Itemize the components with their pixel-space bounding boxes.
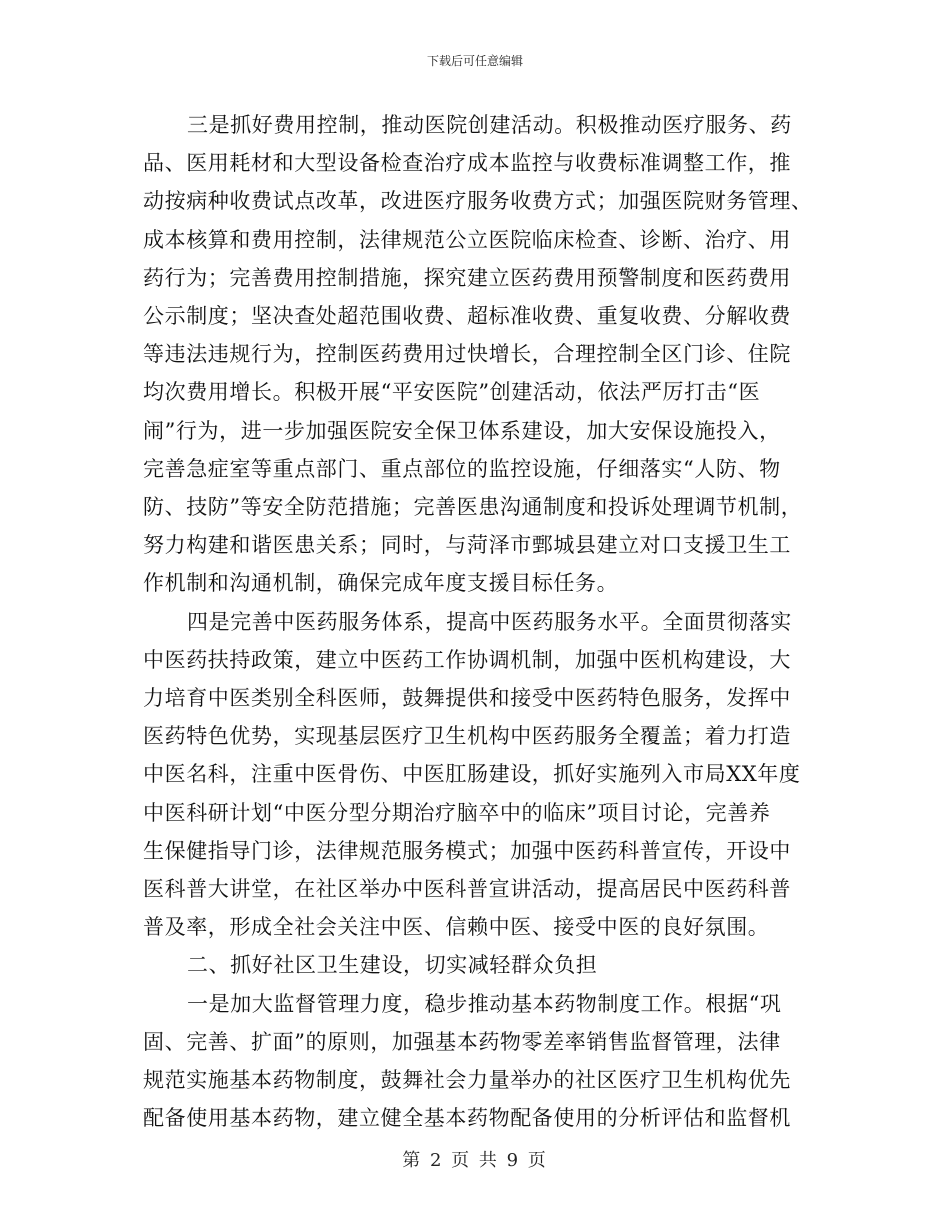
current-page-number: 2 [429,1150,444,1171]
section-heading-text: 二、抓好社区卫生建设，切实减轻群众负担 [187,953,598,978]
text-line: 规范实施基本药物制度，鼓舞社会力量举办的社区医疗卫生机构优先 [143,1068,791,1093]
text-line: 品、医用耗材和大型设备检查治疗成本监控与收费标准调整工作，推 [143,151,791,176]
text-line: 一是加大监督管理力度，稳步推动基本药物制度工作。根据“巩 [187,991,782,1016]
text-line: 力培育中医类别全科医师，鼓舞提供和接受中医药特色服务，发挥中 [143,686,791,711]
footer-suffix: 页 [527,1150,548,1171]
document-body [143,106,813,1137]
paragraph [143,106,813,603]
text-line: 动按病种收费试点改革，改进医疗服务收费方式；加强医院财务管理、 [143,189,813,214]
paragraph [143,603,808,947]
text-line: 普及率，形成全社会关注中医、信赖中医、接受中医的良好氛围。 [143,915,770,940]
text-line: 中医名科，注重中医骨伤、中医肛肠建设，抓好实施列入市局XX年度 [143,762,801,787]
text-line: 防、技防”等安全防范措施；完善医患沟通制度和投诉处理调节机制， [143,495,803,520]
text-line: 配备使用基本药物，建立健全基本药物配备使用的分析评估和监督机 [143,1106,791,1131]
text-line: 作机制和沟通机制，确保完成年度支援目标任务。 [143,571,619,596]
text-line: 四是完善中医药服务体系，提高中医药服务水平。全面贯彻落实 [187,609,792,634]
footer-prefix: 第 [402,1150,423,1171]
paragraph [143,985,808,1138]
text-line: 药行为；完善费用控制措施，探究建立医药费用预警制度和医药费用 [143,265,791,290]
text-line: 完善急症室等重点部门、重点部位的监控设施，仔细落实“人防、物 [143,456,781,481]
text-line: 成本核算和费用控制，法律规范公立医院临床检查、诊断、治疗、用 [143,227,791,252]
text-line: 均次费用增长。积极开展“平安医院”创建活动，依法严厉打击“医 [143,380,761,405]
footer-middle: 页 共 [451,1150,499,1171]
section-heading [143,946,808,984]
text-line: 闹”行为，进一步加强医院安全保卫体系建设，加大安保设施投入， [143,418,781,443]
text-line: 中医科研计划“中医分型分期治疗脑卒中的临床”项目讨论，完善养 [143,800,771,825]
text-line: 三是抓好费用控制，推动医院创建活动。积极推动医疗服务、药 [187,113,792,137]
page-header: 下载后可任意编辑 [426,54,523,68]
text-line: 公示制度；坚决查处超范围收费、超标准收费、重复收费、分解收费 [143,304,791,329]
text-line: 医科普大讲堂，在社区举办中医科普宣讲活动，提高居民中医药科普 [143,877,791,902]
text-line: 中医药扶持政策，建立中医药工作协调机制，加强中医机构建设，大 [143,647,791,672]
text-line: 努力构建和谐医患关系；同时，与菏泽市鄄城县建立对口支援卫生工 [143,533,791,558]
text-line: 生保健指导门诊，法律规范服务模式；加强中医药科普宣传，开设中 [143,838,791,863]
text-line: 固、完善、扩面”的原则，加强基本药物零差率销售监督管理，法律 [143,1029,781,1054]
text-line: 等违法违规行为，控制医药费用过快增长，合理控制全区门诊、住院 [143,342,791,367]
total-pages-number: 9 [506,1150,521,1171]
page-number-footer [0,1149,950,1173]
text-line: 医药特色优势，实现基层医疗卫生机构中医药服务全覆盖；着力打造 [143,724,791,749]
